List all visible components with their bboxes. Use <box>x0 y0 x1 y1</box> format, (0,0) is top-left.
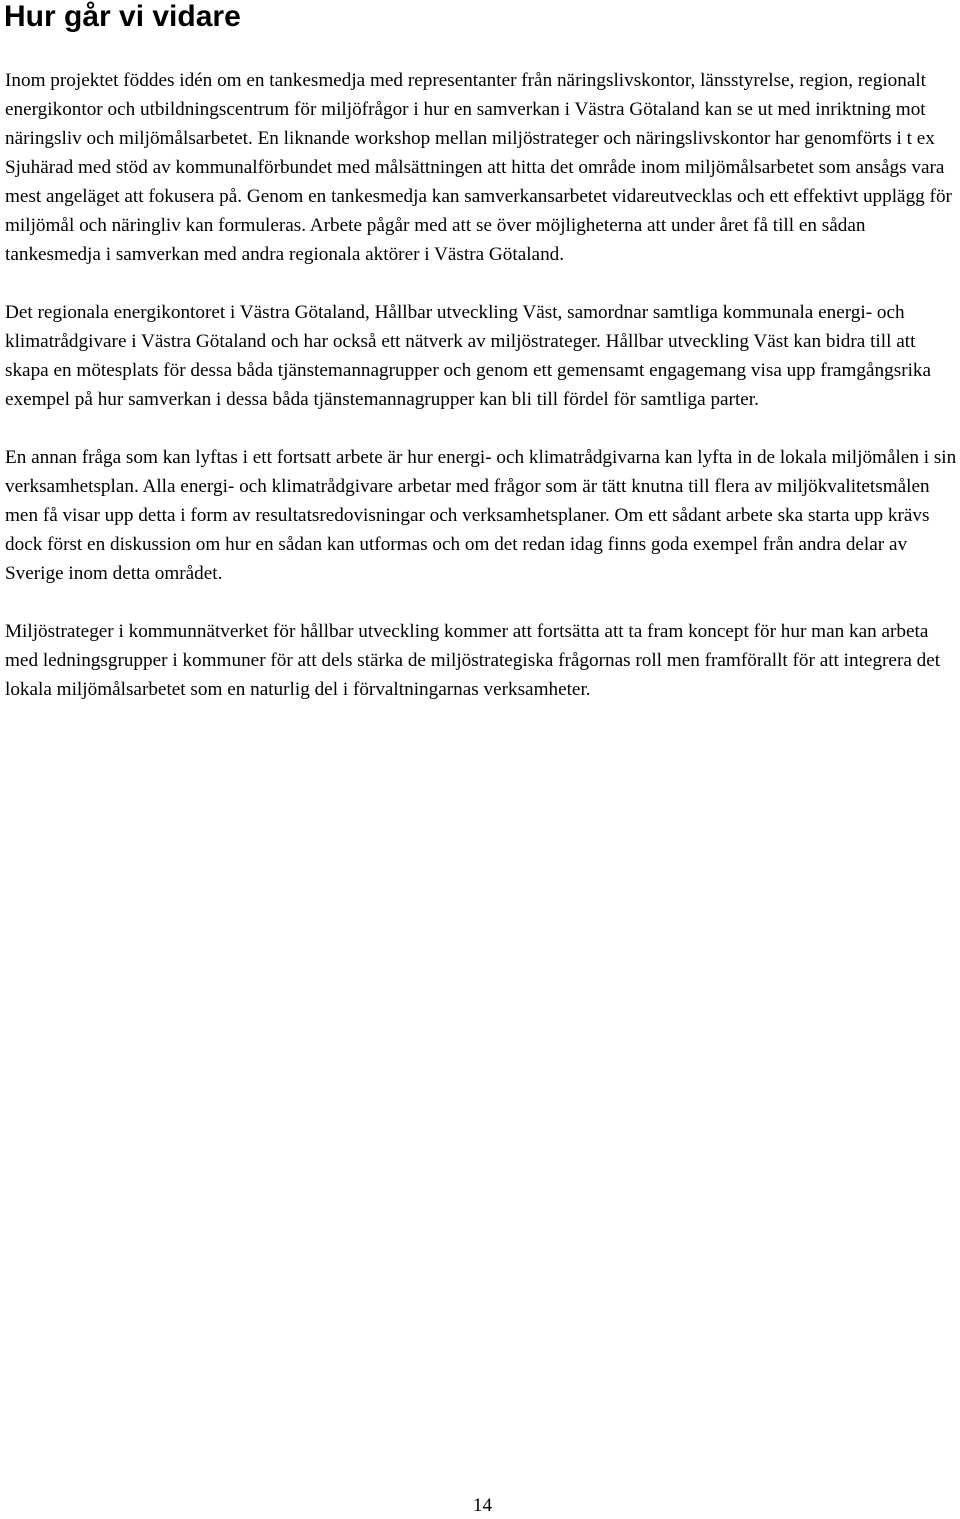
paragraph-think-tank: Inom projektet föddes idén om en tankesmedja med representanter från näringslivskontor, länsstyrelse, region, regionalt energikontor och utbildningscentrum för miljöfrågor i hur en samverkan i Västra Götaland kan se ut med inriktning mot näringsliv och miljömålsarbetet. En liknande workshop mellan miljöstrateger och näringslivskontor har genomförts i t ex Sjuhärad med stöd av kommunalförbundet med målsättningen att hitta det område inom miljömålsarbetet som ansågs vara mest angeläget att fokusera på. Genom en tankesmedja kan samverkansarbetet vidareutvecklas och ett effektivt upplägg för miljömål och näringliv kan formuleras. Arbete pågår med att se över möjligheterna att under året få till en sådan tankesmedja i samverkan med andra regionala aktörer i Västra Götaland. <box>5 70 952 265</box>
paragraph-environmental-strategists: Miljöstrateger i kommunnätverket för hållbar utveckling kommer att fortsätta att ta fram koncept för hur man kan arbeta med ledningsgrupper i kommuner för att dels stärka de miljöstrategiska frågornas roll men framförallt för att integrera det lokala miljömålsarbetet som en naturlig del i förvaltningarnas verksamheter. <box>5 621 941 700</box>
paragraph-energy-office: Det regionala energikontoret i Västra Götaland, Hållbar utveckling Väst, samordnar samtliga kommunala energi- och klimatrådgivare i Västra Götaland och har också ett nätverk av miljöstrateger. Hållbar utveckling Väst kan bidra till att skapa en mötesplats för dessa båda tjänstemannagrupper och genom ett gemensamt engagemang visa upp framgångsrika exempel på hur samverkan i dessa båda tjänstemannagrupper kan bli till fördel för samtliga parter. <box>5 302 932 410</box>
page-title: Hur går vi vidare <box>4 0 241 33</box>
page-number: 14 <box>472 1495 493 1516</box>
body-text <box>5 66 960 704</box>
paragraph-climate-advisors: En annan fråga som kan lyftas i ett fortsatt arbete är hur energi- och klimatrådgivarna kan lyfta in de lokala miljömålen i sin verksamhetsplan. Alla energi- och klimatrådgivare arbetar med frågor som är tätt knutna till flera av miljökvalitetsmålen men få visar upp detta i form av resultatsredovisningar och verksamhetsplaner. Om ett sådant arbete ska starta upp krävs dock först en diskussion om hur en sådan kan utformas och om det redan idag finns goda exempel från andra delar av Sverige inom detta området. <box>5 447 957 584</box>
